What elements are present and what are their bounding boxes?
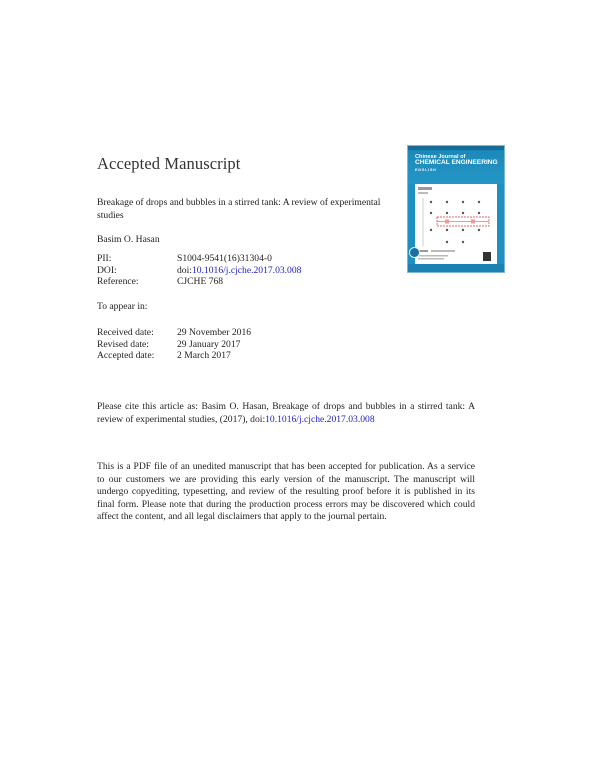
doi-row bbox=[97, 265, 301, 277]
pii-row bbox=[97, 253, 301, 265]
cover-figure-graphic bbox=[415, 184, 497, 264]
received-value: 29 November 2016 bbox=[177, 327, 252, 338]
pii-value: S1004-9541(16)31304-0 bbox=[177, 253, 272, 264]
revised-row bbox=[97, 339, 251, 351]
doi-link[interactable]: 10.1016/j.cjche.2017.03.008 bbox=[191, 264, 302, 276]
reference-row bbox=[97, 276, 301, 288]
received-row bbox=[97, 327, 251, 339]
cover-top-strip bbox=[408, 146, 504, 150]
cover-title-line2: CHEMICAL ENGINEERING bbox=[415, 159, 498, 167]
revised-value: 29 January 2017 bbox=[177, 338, 241, 350]
cover-title bbox=[415, 154, 501, 174]
article-dates bbox=[97, 327, 251, 362]
received-label: Received date: bbox=[97, 327, 154, 338]
publisher-logo-icon bbox=[409, 247, 420, 258]
manuscript-notice: This is a PDF file of an unedited manuscript that has been accepted for publication. As a service to our customers we are providing this early version of the manuscript. The manuscript will undergo copyediting, typesetting, and review of the resulting proof before it is published in its final form. Please note that during the production process errors may be discovered which could affect the content, and all legal disclaimers that apply to the journal pertain. bbox=[97, 461, 475, 522]
accepted-value: 2 March 2017 bbox=[177, 350, 231, 361]
cover-title-line1: Chinese Journal of bbox=[415, 154, 466, 160]
to-appear-label: To appear in: bbox=[97, 301, 148, 312]
citation-text: Please cite this article as: Basim O. Hasan, Breakage of drops and bubbles in a stirred tank: A review of experimental studies, (2017), doi: bbox=[97, 401, 475, 425]
doi-prefix: doi: bbox=[177, 264, 192, 276]
citation-doi-link[interactable]: 10.1016/j.cjche.2017.03.008 bbox=[265, 413, 375, 425]
revised-label: Revised date: bbox=[97, 338, 149, 350]
cover-title-line3: ENGLISH bbox=[415, 168, 437, 173]
article-title: Breakage of drops and bubbles in a stirred tank: A review of experimental studies bbox=[97, 197, 381, 221]
page-title: Accepted Manuscript bbox=[97, 154, 241, 173]
journal-cover-image bbox=[407, 145, 505, 273]
author-name: Basim O. Hasan bbox=[97, 234, 160, 245]
cover-figure-panel bbox=[415, 184, 497, 264]
doi-value bbox=[177, 265, 301, 277]
accepted-label: Accepted date: bbox=[97, 350, 155, 361]
citation-paragraph bbox=[97, 401, 475, 426]
pii-label: PII: bbox=[97, 253, 112, 264]
accepted-row bbox=[97, 350, 251, 362]
reference-label: Reference: bbox=[97, 276, 139, 287]
cover-bottom-band bbox=[408, 264, 504, 272]
reference-value: CJCHE 768 bbox=[177, 276, 224, 287]
doi-label: DOI: bbox=[97, 264, 117, 276]
article-metadata bbox=[97, 253, 301, 288]
